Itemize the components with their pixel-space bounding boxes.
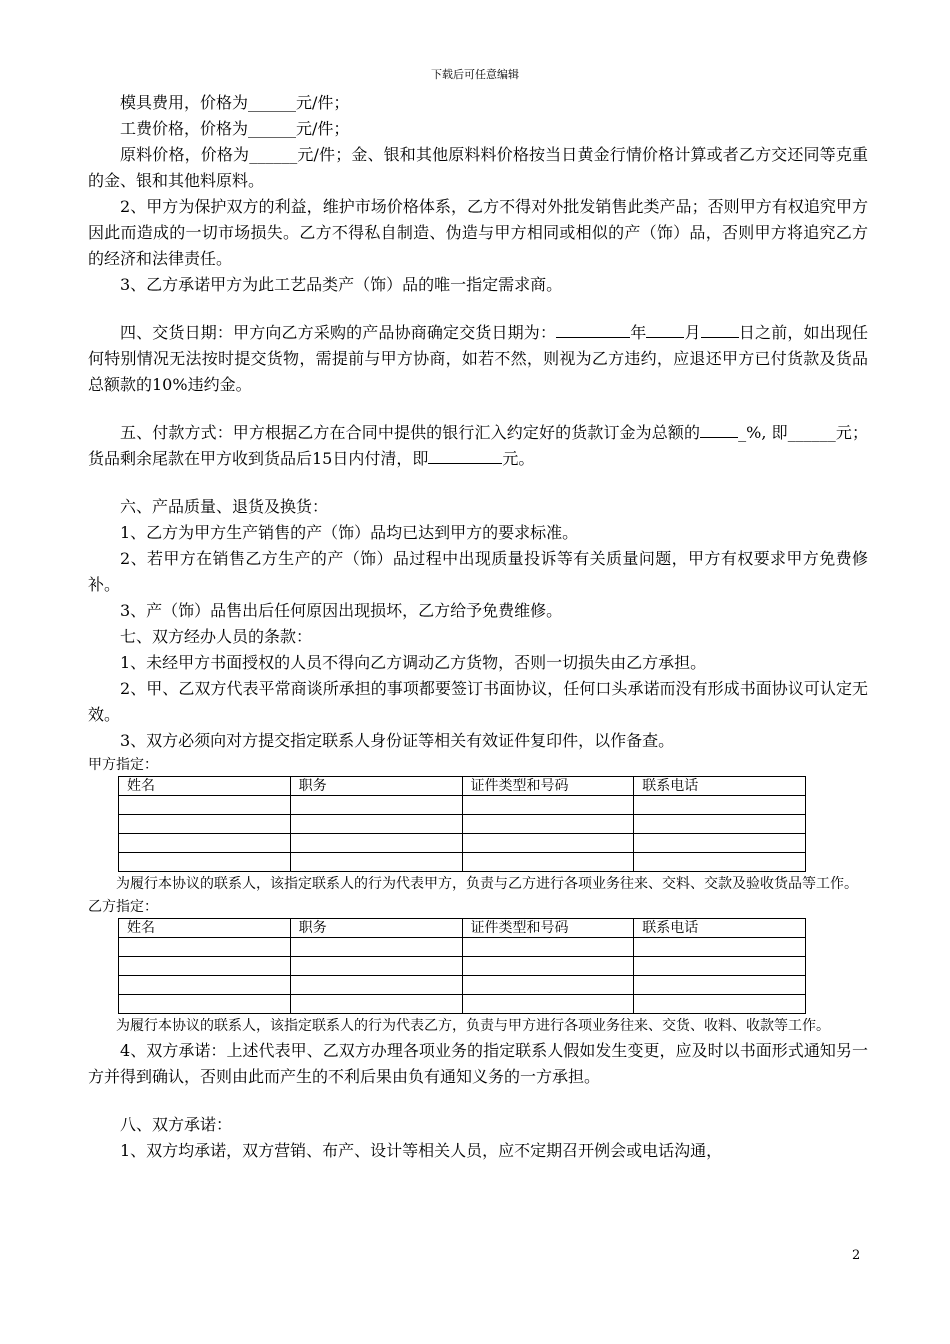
table-row <box>119 853 806 872</box>
table-cell[interactable] <box>634 796 806 815</box>
table-cell[interactable] <box>634 815 806 834</box>
table-cell[interactable] <box>290 976 462 995</box>
table-row <box>119 995 806 1014</box>
table-cell[interactable] <box>119 938 291 957</box>
month-label: 月 <box>684 323 701 342</box>
party-a-note: 为履行本协议的联系人，该指定联系人的行为代表甲方，负责与乙方进行各项业务往来、交料、交款及验收货品等工作。 <box>116 876 858 892</box>
section-heading: 八、双方承诺： <box>120 1115 233 1134</box>
party-b-note: 为履行本协议的联系人，该指定联系人的行为代表乙方，负责与甲方进行各项业务往来、交货、收料、收款等工作。 <box>116 1018 830 1034</box>
table-cell[interactable] <box>634 976 806 995</box>
month-blank <box>646 321 684 338</box>
header-id-number: 证件类型和号码 <box>462 919 634 938</box>
section-heading: 七、双方经办人员的条款： <box>120 627 313 646</box>
paragraph: 2、若甲方在销售乙方生产的产（饰）品过程中出现质量投诉等有关质量问题，甲方有权要求甲方免费修补。 <box>88 549 868 594</box>
paragraph: 4、双方承诺：上述代表甲、乙双方办理各项业务的指定联系人假如发生变更，应及时以书面形式通知另一方并得到确认，否则由此而产生的不利后果由负有通知义务的一方承担。 <box>88 1041 868 1086</box>
table-cell[interactable] <box>290 853 462 872</box>
table-header-row <box>119 919 806 938</box>
party-a-contact-table <box>118 776 806 872</box>
party-a-label: 甲方指定： <box>88 757 158 773</box>
paragraph: 2、甲方为保护双方的利益，维护市场价格体系，乙方不得对外批发销售此类产品；否则甲方有权追究甲方因此而造成的一切市场损失。乙方不得私自制造、伪造与甲方相同或相似的产（饰）品，否则甲方将追究乙方的经济和法律责任。 <box>88 197 868 268</box>
table-cell[interactable] <box>119 995 291 1014</box>
table-cell[interactable] <box>119 834 291 853</box>
header-position: 职务 <box>290 919 462 938</box>
amount-blank <box>428 447 502 464</box>
paragraph: 原料价格，价格为______元/件；金、银和其他原料料价格按当日黄金行情价格计算或者乙方交还同等克重的金、银和其他料原料。 <box>88 145 868 190</box>
header-name: 姓名 <box>119 777 291 796</box>
percent-blank <box>700 421 738 438</box>
header-phone: 联系电话 <box>634 777 806 796</box>
party-b-label: 乙方指定： <box>88 899 158 915</box>
page-number: 2 <box>852 1248 861 1263</box>
table-cell[interactable] <box>119 853 291 872</box>
table-cell[interactable] <box>634 938 806 957</box>
table-cell[interactable] <box>634 853 806 872</box>
table-cell[interactable] <box>462 834 634 853</box>
paragraph: 1、未经甲方书面授权的人员不得向乙方调动乙方货物，否则一切损失由乙方承担。 <box>120 653 707 672</box>
table-row <box>119 834 806 853</box>
table-cell[interactable] <box>462 796 634 815</box>
table-cell[interactable] <box>462 976 634 995</box>
header-name: 姓名 <box>119 919 291 938</box>
table-row <box>119 796 806 815</box>
table-cell[interactable] <box>119 796 291 815</box>
table-header-row <box>119 777 806 796</box>
table-cell[interactable] <box>119 815 291 834</box>
year-blank <box>556 321 630 338</box>
day-blank <box>701 321 739 338</box>
year-label: 年 <box>630 323 647 342</box>
clause-text: 四、交货日期：甲方向乙方采购的产品协商确定交货日期为： <box>120 323 557 342</box>
table-cell[interactable] <box>290 796 462 815</box>
table-row <box>119 976 806 995</box>
paragraph: 3、双方必须向对方提交指定联系人身份证等相关有效证件复印件，以作备查。 <box>120 731 675 750</box>
table-cell[interactable] <box>462 938 634 957</box>
table-cell[interactable] <box>290 834 462 853</box>
document-body <box>88 90 868 1164</box>
table-cell[interactable] <box>462 853 634 872</box>
table-row <box>119 957 806 976</box>
table-cell[interactable] <box>290 957 462 976</box>
paragraph: 3、产（饰）品售出后任何原因出现损坏，乙方给予免费维修。 <box>120 601 563 620</box>
table-cell[interactable] <box>462 995 634 1014</box>
header-phone: 联系电话 <box>634 919 806 938</box>
table-cell[interactable] <box>290 815 462 834</box>
table-cell[interactable] <box>462 815 634 834</box>
delivery-date-clause <box>88 320 868 398</box>
table-cell[interactable] <box>119 957 291 976</box>
table-cell[interactable] <box>290 938 462 957</box>
paragraph: 3、乙方承诺甲方为此工艺品类产（饰）品的唯一指定需求商。 <box>120 275 563 294</box>
table-row <box>119 938 806 957</box>
clause-text: _%, 即______元；货品剩余尾款在甲方收到货品后15日内付清，即 <box>88 423 868 468</box>
clause-text: 五、付款方式：甲方根据乙方在合同中提供的银行汇入约定好的货款订金为总额的 <box>120 423 701 442</box>
header-id-number: 证件类型和号码 <box>462 777 634 796</box>
table-cell[interactable] <box>462 957 634 976</box>
page-header: 下载后可任意编辑 <box>431 68 519 81</box>
party-b-contact-table <box>118 918 806 1014</box>
table-cell[interactable] <box>634 957 806 976</box>
paragraph: 工费价格，价格为______元/件； <box>120 119 350 138</box>
payment-clause <box>88 420 868 472</box>
table-cell[interactable] <box>290 995 462 1014</box>
clause-text: 元。 <box>502 449 535 468</box>
table-cell[interactable] <box>634 995 806 1014</box>
paragraph: 2、甲、乙双方代表平常商谈所承担的事项都要签订书面协议，任何口头承诺而没有形成书面协议可认定无效。 <box>88 679 868 724</box>
table-cell[interactable] <box>634 834 806 853</box>
header-position: 职务 <box>290 777 462 796</box>
table-cell[interactable] <box>119 976 291 995</box>
table-row <box>119 815 806 834</box>
section-heading: 六、产品质量、退货及换货： <box>120 497 329 516</box>
clause-text: 日之前，如出现任何特别情况无法按时提交货物，需提前与甲方协商，如若不然，则视为乙方违约，应退还甲方已付货款及货品总额款的10%违约金。 <box>88 323 868 394</box>
paragraph: 模具费用，价格为______元/件； <box>120 93 350 112</box>
paragraph: 1、双方均承诺，双方营销、布产、设计等相关人员，应不定期召开例会或电话沟通， <box>120 1141 723 1160</box>
paragraph: 1、乙方为甲方生产销售的产（饰）品均已达到甲方的要求标准。 <box>120 523 579 542</box>
